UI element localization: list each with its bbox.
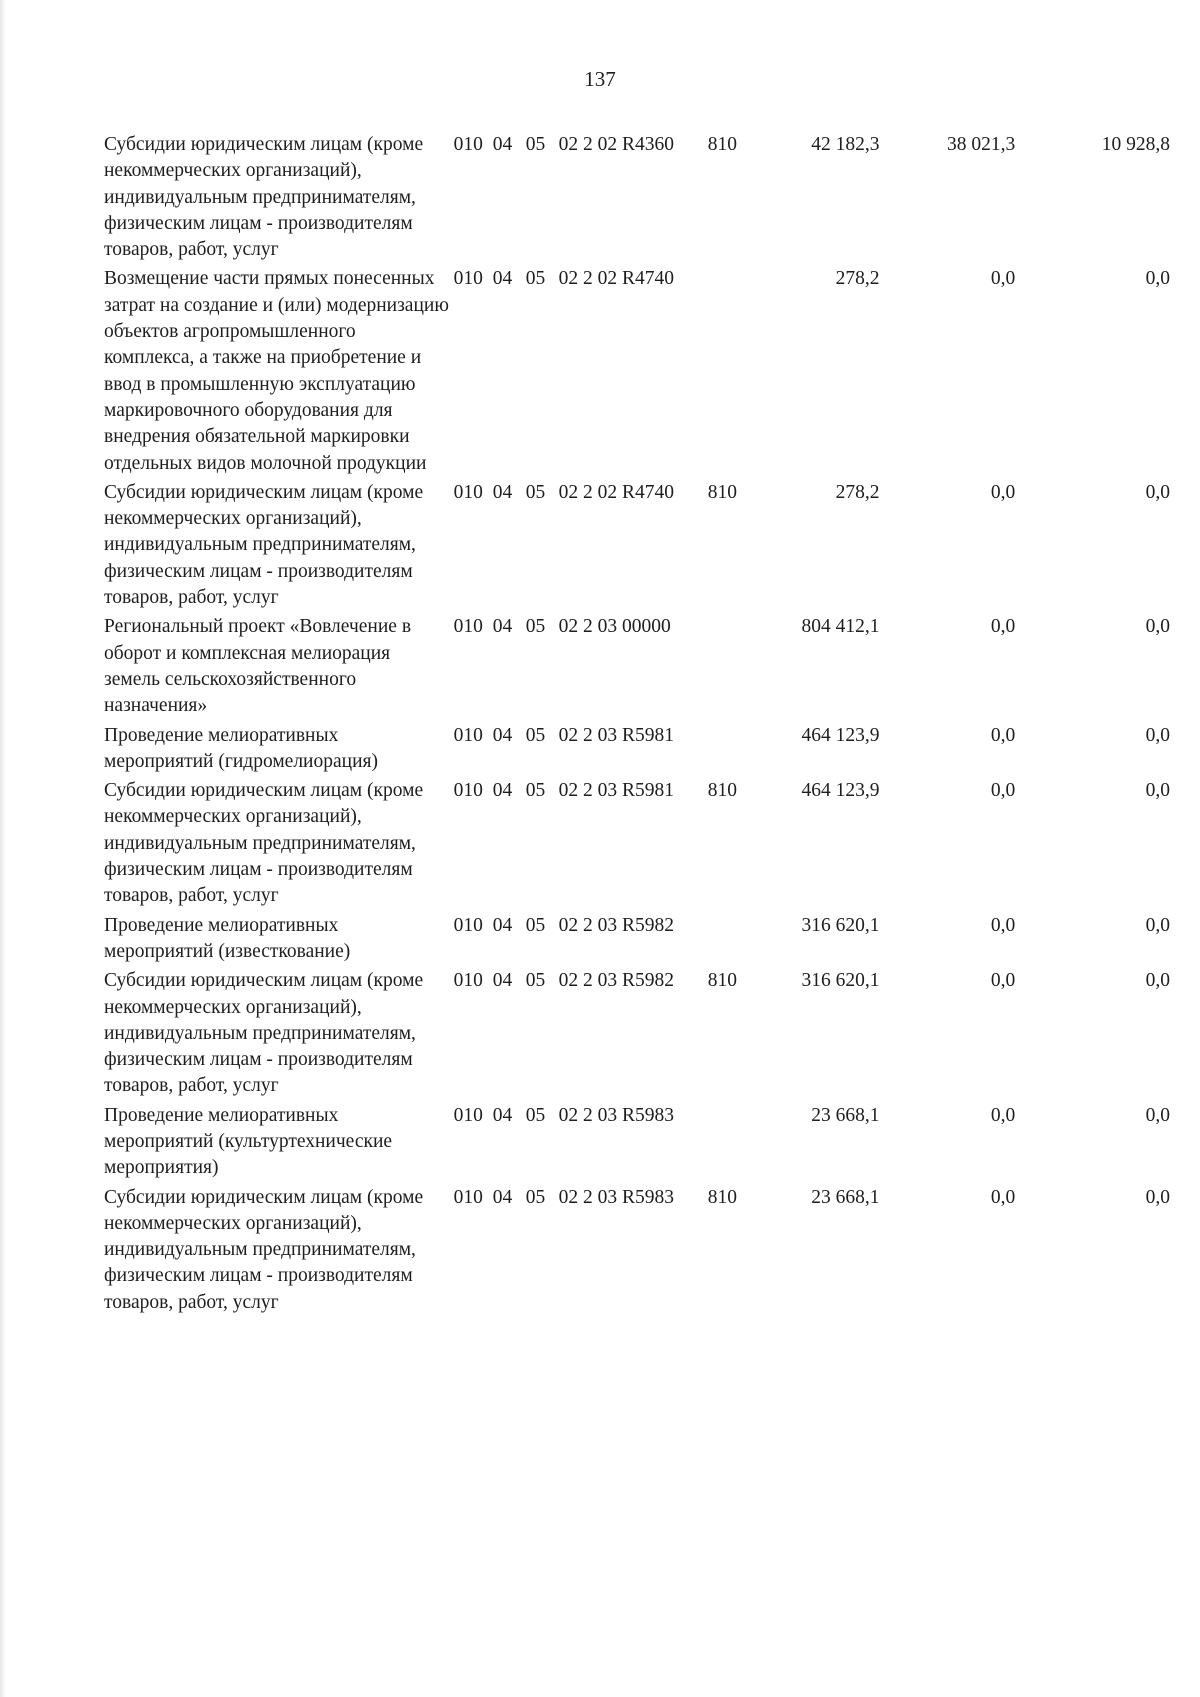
amount-year-3: 0,0 <box>1145 1104 1170 1126</box>
expense-type-code <box>708 614 759 722</box>
scan-edge-shadow <box>0 0 6 1697</box>
amount-year-1: 464 123,9 <box>801 780 880 802</box>
table-row <box>104 968 1184 1102</box>
gp-code: 010 <box>453 268 483 290</box>
expense-name: Региональный проект «Вовлечение в оборот и комплексная мелиорация земель сельскохозяйственного назначения» <box>104 616 412 717</box>
amount-year-3: 0,0 <box>1145 481 1170 503</box>
amount-year-2: 0,0 <box>990 914 1016 936</box>
expense-name: Возмещение части прямых понесенных затрат на создание и (или) модернизацию объектов агропромышленного комплекса, а также на приобретение и ввод в промышленную эксплуатацию маркировочного оборудования для внедрения обязательной маркировки отдельных видов молочной продукции <box>104 268 449 474</box>
rz-code: 04 <box>492 780 513 802</box>
expense-type-code <box>708 913 759 969</box>
pr-code: 05 <box>525 481 546 503</box>
amount-year-1: 278,2 <box>835 481 880 503</box>
amount-year-1: 23 668,1 <box>811 1104 880 1126</box>
pr-code: 05 <box>525 268 546 290</box>
table-row <box>104 132 1184 266</box>
table-body <box>104 132 1184 1319</box>
rz-code: 04 <box>492 724 513 746</box>
expense-type-code <box>708 266 759 479</box>
expense-name: Субсидии юридическим лицам (кроме некоммерческих организаций), индивидуальным предпринимателям, физическим лицам - производителям товаров, работ, услуг <box>104 481 424 609</box>
gp-code: 010 <box>453 780 483 802</box>
target-article-code: 02 2 03 R5981 <box>558 780 674 802</box>
table-row <box>104 480 1184 614</box>
amount-year-3: 0,0 <box>1145 616 1170 638</box>
pr-code: 05 <box>525 134 546 155</box>
amount-year-1: 804 412,1 <box>801 616 880 638</box>
expense-name: Проведение мелиоративных мероприятий (гидромелиорация) <box>104 724 378 772</box>
amount-year-1: 316 620,1 <box>801 914 880 936</box>
amount-year-2: 38 021,3 <box>947 134 1016 155</box>
amount-year-3: 0,0 <box>1145 970 1170 992</box>
table-row <box>104 723 1184 779</box>
pr-code: 05 <box>525 970 546 992</box>
target-article-code: 02 2 03 R5983 <box>558 1186 674 1208</box>
budget-table <box>104 132 1184 1319</box>
table-row <box>104 913 1184 969</box>
rz-code: 04 <box>492 1186 513 1208</box>
expense-type-code: 810 <box>707 1186 737 1208</box>
target-article-code: 02 2 03 R5982 <box>558 914 674 936</box>
expense-type-code: 810 <box>707 481 737 503</box>
table-row <box>104 614 1184 722</box>
amount-year-1: 316 620,1 <box>801 970 880 992</box>
gp-code: 010 <box>453 724 483 746</box>
expense-name: Субсидии юридическим лицам (кроме некоммерческих организаций), индивидуальным предпринимателям, физическим лицам - производителям товаров, работ, услуг <box>104 780 424 907</box>
amount-year-1: 23 668,1 <box>811 1186 880 1208</box>
rz-code: 04 <box>492 268 513 290</box>
expense-name: Проведение мелиоративных мероприятий (известкование) <box>104 914 351 962</box>
gp-code: 010 <box>453 970 483 992</box>
expense-name: Проведение мелиоративных мероприятий (культуртехнические мероприятия) <box>104 1104 393 1179</box>
expense-type-code <box>708 1103 759 1185</box>
rz-code: 04 <box>492 481 513 503</box>
gp-code: 010 <box>453 1186 483 1208</box>
pr-code: 05 <box>525 724 546 746</box>
amount-year-3: 0,0 <box>1145 268 1170 290</box>
amount-year-1: 42 182,3 <box>811 134 880 155</box>
expense-type-code: 810 <box>707 780 737 802</box>
expense-name: Субсидии юридическим лицам (кроме некоммерческих организаций), индивидуальным предпринимателям, физическим лицам - производителям товаров, работ, услуг <box>104 134 424 261</box>
amount-year-3: 0,0 <box>1145 914 1170 936</box>
pr-code: 05 <box>525 616 546 638</box>
expense-type-code: 810 <box>707 970 737 992</box>
amount-year-2: 0,0 <box>990 780 1016 802</box>
gp-code: 010 <box>453 914 483 936</box>
amount-year-2: 0,0 <box>990 1186 1016 1208</box>
rz-code: 04 <box>492 616 513 638</box>
pr-code: 05 <box>525 914 546 936</box>
table-row <box>104 266 1184 479</box>
gp-code: 010 <box>453 1104 483 1126</box>
expense-name: Субсидии юридическим лицам (кроме некоммерческих организаций), индивидуальным предпринимателям, физическим лицам - производителям товаров, работ, услуг <box>104 970 424 1097</box>
amount-year-3: 0,0 <box>1145 1186 1170 1208</box>
target-article-code: 02 2 02 R4740 <box>558 481 674 503</box>
amount-year-2: 0,0 <box>990 268 1016 290</box>
amount-year-2: 0,0 <box>990 970 1016 992</box>
amount-year-1: 464 123,9 <box>801 724 880 746</box>
pr-code: 05 <box>525 1186 546 1208</box>
expense-name: Субсидии юридическим лицам (кроме некоммерческих организаций), индивидуальным предпринимателям, физическим лицам - производителям товаров, работ, услуг <box>104 1186 424 1313</box>
page-number: 137 <box>584 67 616 91</box>
gp-code: 010 <box>453 134 483 155</box>
table-row <box>104 1185 1184 1319</box>
rz-code: 04 <box>492 970 513 992</box>
rz-code: 04 <box>492 914 513 936</box>
expense-type-code: 810 <box>707 134 737 155</box>
amount-year-2: 0,0 <box>990 1104 1016 1126</box>
amount-year-1: 278,2 <box>835 268 880 290</box>
amount-year-2: 0,0 <box>990 481 1016 503</box>
target-article-code: 02 2 03 R5982 <box>558 970 674 992</box>
gp-code: 010 <box>453 481 483 503</box>
amount-year-2: 0,0 <box>990 724 1016 746</box>
amount-year-3: 10 928,8 <box>1101 134 1170 155</box>
target-article-code: 02 2 03 R5981 <box>558 724 674 746</box>
target-article-code: 02 2 03 R5983 <box>558 1104 674 1126</box>
pr-code: 05 <box>525 780 546 802</box>
rz-code: 04 <box>492 134 513 155</box>
pr-code: 05 <box>525 1104 546 1126</box>
amount-year-3: 0,0 <box>1145 724 1170 746</box>
gp-code: 010 <box>453 616 483 638</box>
amount-year-2: 0,0 <box>990 616 1016 638</box>
target-article-code: 02 2 02 R4740 <box>558 268 674 290</box>
table-row <box>104 778 1184 912</box>
expense-type-code <box>708 723 759 779</box>
table-row <box>104 1103 1184 1185</box>
rz-code: 04 <box>492 1104 513 1126</box>
target-article-code: 02 2 03 00000 <box>558 616 671 638</box>
amount-year-3: 0,0 <box>1145 780 1170 802</box>
target-article-code: 02 2 02 R4360 <box>558 134 674 155</box>
